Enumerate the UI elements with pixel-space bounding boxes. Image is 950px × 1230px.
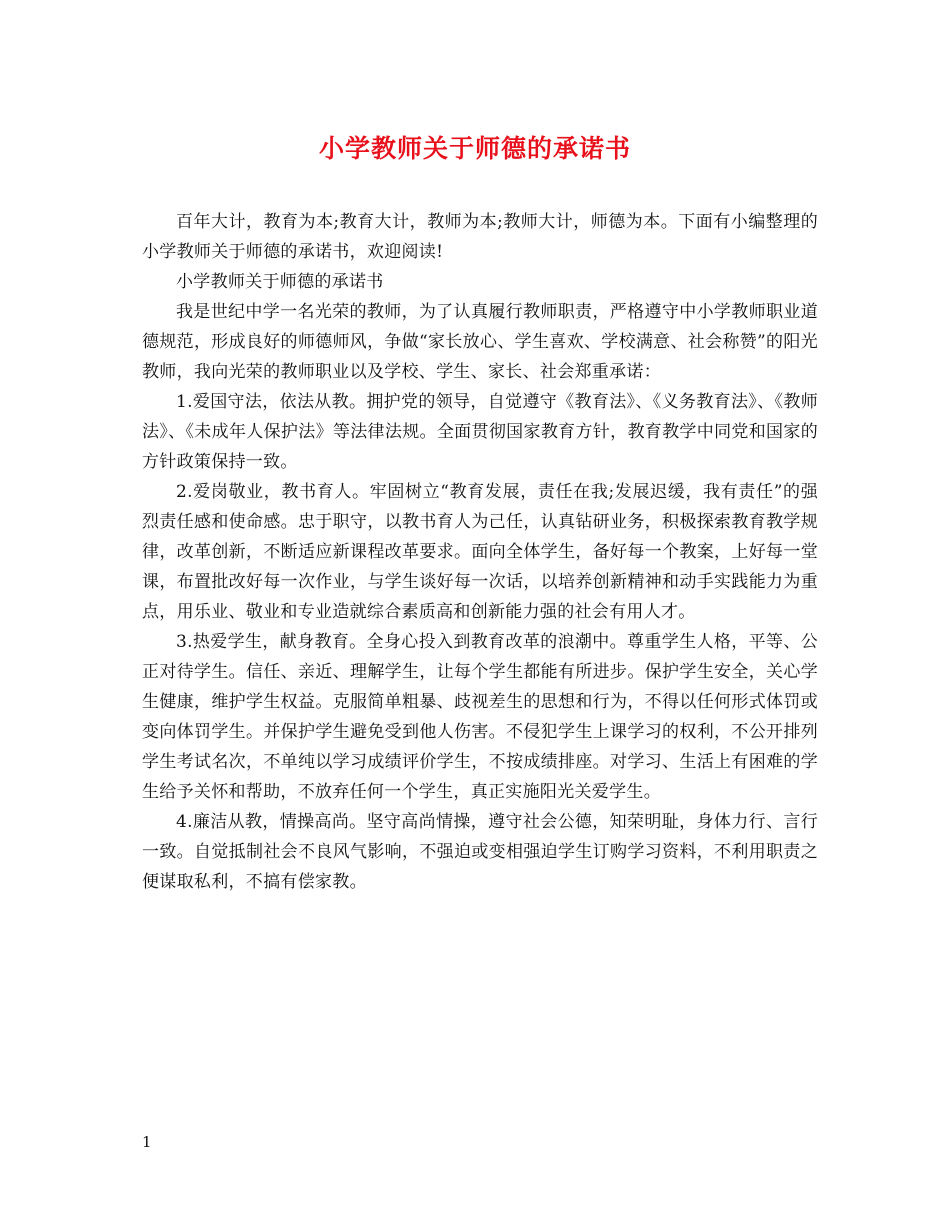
subtitle-paragraph: 小学教师关于师德的承诺书 xyxy=(176,272,384,292)
pledge-item-1: 1.爱国守法，依法从教。拥护党的领导，自觉遵守《教育法》、《义务教育法》、《教师法》、《未成年人保护法》等法律法规。全面贯彻国家教育方针，教育教学中同党和国家的方针政策保持一致。 xyxy=(142,392,818,472)
page-number: 1 xyxy=(142,1133,152,1151)
pledge-item-2: 2.爱岗敬业，教书育人。牢固树立“教育发展，责任在我;发展迟缓，我有责任”的强烈责任感和使命感。忠于职守，以教书育人为己任，认真钻研业务，积极探索教育教学规律，改革创新，不断适应新课程改革要求。面向全体学生，备好每一个教案，上好每一堂课，布置批改好每一次作业，与学生谈好每一次话，以培养创新精神和动手实践能力为重点，用乐业、敬业和专业造就综合素质高和创新能力强的社会有用人才。 xyxy=(142,482,818,622)
pledge-item-4: 4.廉洁从教，情操高尚。坚守高尚情操，遵守社会公德，知荣明耻，身体力行、言行一致。自觉抵制社会不良风气影响，不强迫或变相强迫学生订购学习资料，不利用职责之便谋取私利，不搞有偿家教。 xyxy=(142,812,818,892)
document-title: 小学教师关于师德的承诺书 xyxy=(318,134,631,163)
intro-paragraph: 百年大计，教育为本;教育大计，教师为本;教师大计，师德为本。下面有小编整理的小学教师关于师德的承诺书，欢迎阅读! xyxy=(142,212,818,262)
pledge-intro-paragraph: 我是世纪中学一名光荣的教师，为了认真履行教师职责，严格遵守中小学教师职业道德规范，形成良好的师德师风，争做“家长放心、学生喜欢、学校满意、社会称赞”的阳光教师，我向光荣的教师职业以及学校、学生、家长、社会郑重承诺： xyxy=(142,302,818,382)
pledge-item-3: 3.热爱学生，献身教育。全身心投入到教育改革的浪潮中。尊重学生人格，平等、公正对待学生。信任、亲近、理解学生，让每个学生都能有所进步。保护学生安全，关心学生健康，维护学生权益。克服简单粗暴、歧视差生的思想和行为，不得以任何形式体罚或变向体罚学生。并保护学生避免受到他人伤害。不侵犯学生上课学习的权利，不公开排列学生考试名次，不单纯以学习成绩评价学生，不按成绩排座。对学习、生活上有困难的学生给予关怀和帮助，不放弃任何一个学生，真正实施阳光关爱学生。 xyxy=(142,632,818,802)
document-body xyxy=(142,207,818,897)
